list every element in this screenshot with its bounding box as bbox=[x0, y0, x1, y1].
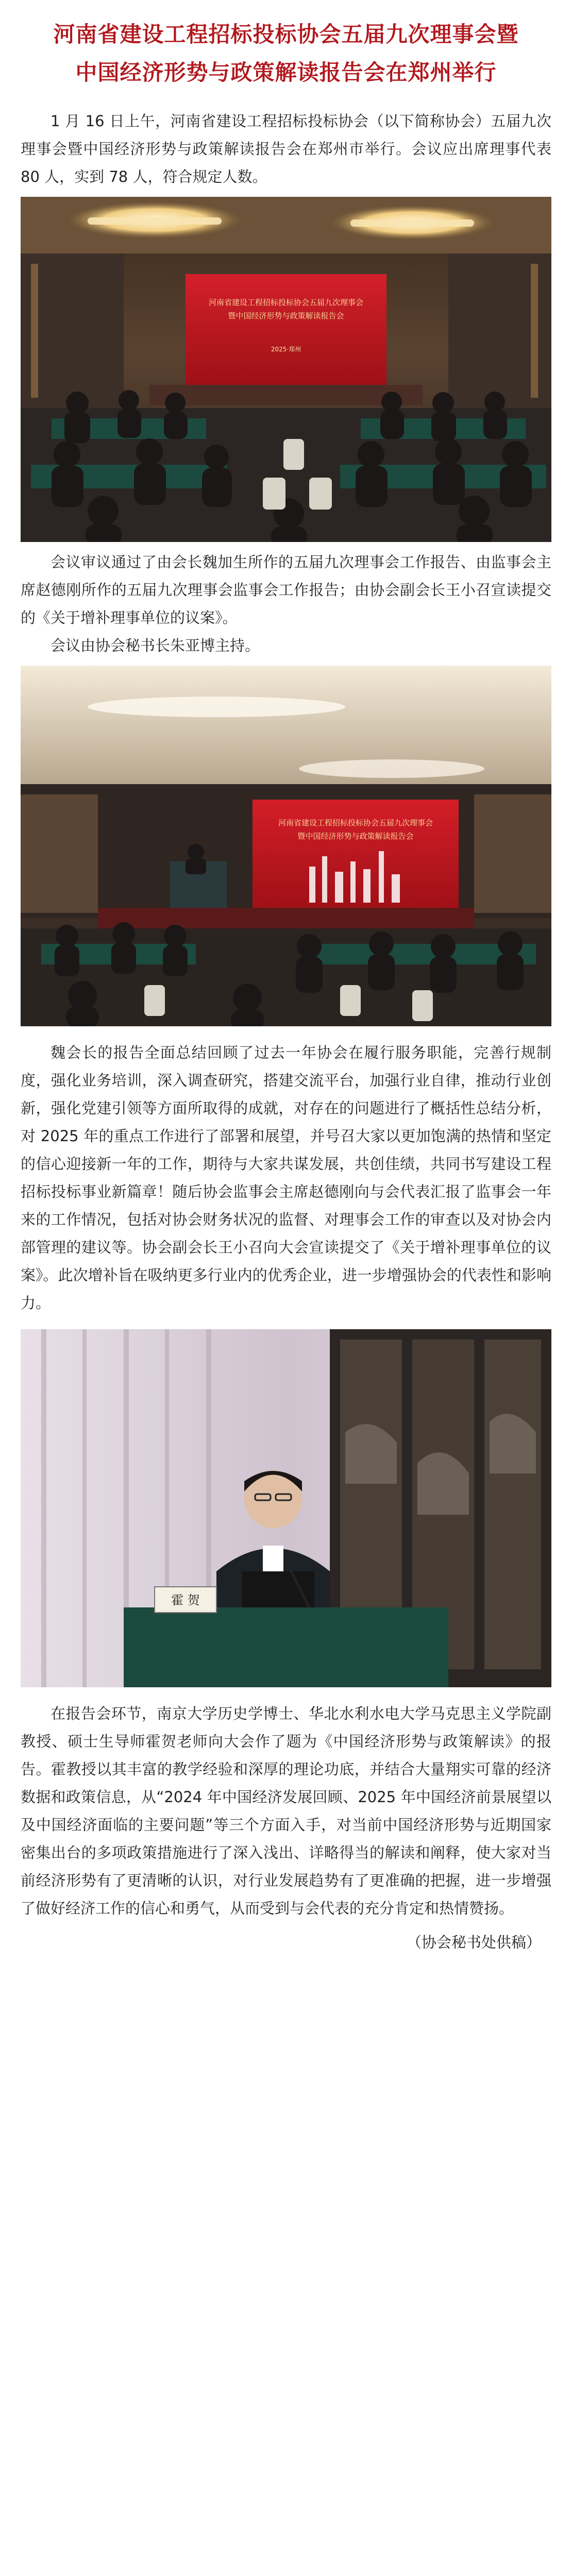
paragraph-intro: 1 月 16 日上午，河南省建设工程招标投标协会（以下简称协会）五届九次理事会暨中国经济形势与政策解读报告会在郑州市举行。会议应出席理事代表 80 人，实到 78 人，符合规定人数。 bbox=[21, 112, 551, 185]
photo-stage-podium bbox=[21, 666, 551, 1026]
article-title-line1: 河南省建设工程招标投标协会五届九次理事会暨 bbox=[53, 22, 519, 47]
paragraph-host: 会议由协会秘书长朱亚博主持。 bbox=[51, 637, 260, 654]
article-title bbox=[0, 0, 572, 107]
presenter-desk bbox=[124, 1607, 448, 1687]
nameplate-text: 霍 贺 bbox=[171, 1593, 200, 1607]
photo-lecturer bbox=[21, 1329, 551, 1687]
screen-title-line2: 暨中国经济形势与政策解读报告会 bbox=[297, 832, 414, 841]
stage-screen bbox=[186, 274, 386, 385]
article-title-line2: 中国经济形势与政策解读报告会在郑州举行 bbox=[75, 60, 497, 85]
screen-title-line1: 河南省建设工程招标投标协会五届九次理事会 bbox=[278, 818, 433, 827]
paragraph-lecture: 在报告会环节，南京大学历史学博士、华北水利水电大学马克思主义学院副教授、硕士生导师霍贺老师向大会作了题为《中国经济形势与政策解读》的报告。霍教授以其丰富的教学经验和深厚的理论功底，并结合大量翔实可靠的经济数据和政策信息，从“2024 年中国经济发展回顾、2025 年中国经济前景展望以及中国经济面临的主要问题”等三个方面入手，对当前中国经济形势与近期国家密集出台的多项政策措施进行了深入浅出、详略得当的解读和阐释，使大家对当前经济形势有了更清晰的认识，对行业发展趋势有了更准确的把握，进一步增强了做好经济工作的信心和勇气，从而受到与会代表的充分肯定和热情赞扬。 bbox=[21, 1705, 551, 1917]
paragraph-review: 会议审议通过了由会长魏加生所作的五届九次理事会工作报告、由监事会主席赵德刚所作的五届九次理事会监事会工作报告；由协会副会长王小召宣读提交的《关于增补理事单位的议案》。 bbox=[21, 553, 551, 626]
screen-title-line1: 河南省建设工程招标投标协会五届九次理事会 bbox=[208, 298, 364, 307]
screen-title-line2: 暨中国经济形势与政策解读报告会 bbox=[228, 311, 344, 320]
laptop bbox=[242, 1571, 314, 1607]
article-credit: （协会秘书处供稿） bbox=[406, 1934, 541, 1951]
photo-meeting-hall bbox=[21, 197, 551, 542]
paragraph-report-summary: 魏会长的报告全面总结回顾了过去一年协会在履行服务职能，完善行规制度，强化业务培训，深入调查研究，搭建交流平台，加强行业自律，推动行业创新，强化党建引领等方面所取得的成就，对存在的问题进行了概括性总结分析，对 2025 年的重点工作进行了部署和展望，并号召大家以更加饱满的热情和坚定的信心迎接新一年的工作，期待与大家共谋发展，共创佳绩，共同书写建设工程招标投标事业新篇章！随后协会监事会主席赵德刚向与会代表汇报了监事会一年来的工作情况，包括对协会财务状况的监督、对理事会工作的审查以及对协会内部管理的建议等。协会副会长王小召向大会宣读提交了《关于增补理事单位的议案》。此次增补旨在吸纳更多行业内的优秀企业，进一步增强协会的代表性和影响力。 bbox=[21, 1044, 551, 1312]
screen-date: 2025·郑州 bbox=[271, 346, 301, 353]
